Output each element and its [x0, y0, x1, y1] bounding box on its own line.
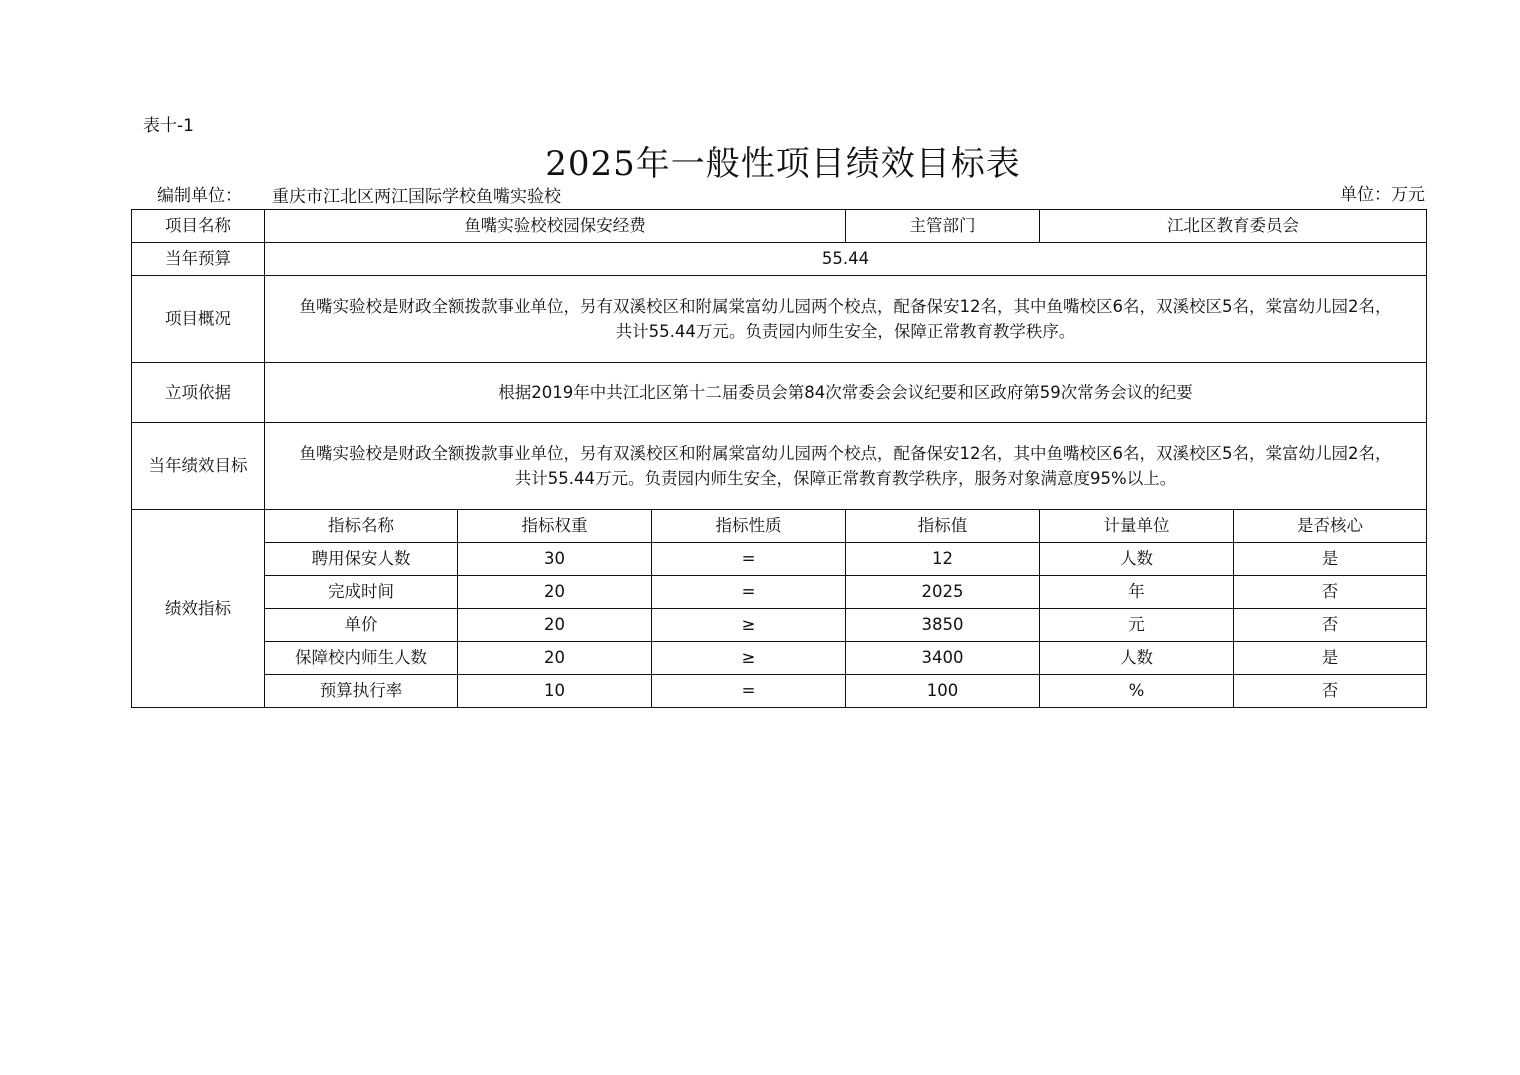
- budget-value: 55.44: [265, 243, 1427, 276]
- weight-cell: 20: [458, 576, 652, 609]
- header-unit: 计量单位: [1040, 510, 1234, 543]
- core-cell: 否: [1234, 576, 1427, 609]
- unit-cell: %: [1040, 675, 1234, 708]
- indicator-name-cell: 保障校内师生人数: [265, 642, 458, 675]
- core-cell: 否: [1234, 675, 1427, 708]
- goal-label: 当年绩效目标: [132, 423, 265, 510]
- basis-label: 立项依据: [132, 363, 265, 423]
- project-name-row: [132, 210, 1427, 243]
- basis-text: 根据2019年中共江北区第十二届委员会第84次常委会会议纪要和区政府第59次常务会议的纪要: [265, 363, 1427, 423]
- value-cell: 3400: [846, 642, 1040, 675]
- core-cell: 是: [1234, 642, 1427, 675]
- indicators-section-label: 绩效指标: [132, 510, 265, 708]
- header-value: 指标值: [846, 510, 1040, 543]
- dept-label: 主管部门: [846, 210, 1040, 243]
- indicator-header-row: [132, 510, 1427, 543]
- basis-row: [132, 363, 1427, 423]
- project-name-value: 鱼嘴实验校校园保安经费: [265, 210, 846, 243]
- core-cell: 否: [1234, 609, 1427, 642]
- nature-cell: =: [652, 576, 846, 609]
- nature-cell: =: [652, 543, 846, 576]
- table-row: [132, 609, 1427, 642]
- table-row: [132, 576, 1427, 609]
- value-cell: 100: [846, 675, 1040, 708]
- table-row: [132, 675, 1427, 708]
- goal-text: 鱼嘴实验校是财政全额拨款事业单位，另有双溪校区和附属棠富幼儿园两个校点，配备保安12名，其中鱼嘴校区6名，双溪校区5名，棠富幼儿园2名，共计55.44万元。负责园内师生安全，保障正常教育教学秩序，服务对象满意度95%以上。: [265, 423, 1427, 510]
- value-cell: 12: [846, 543, 1040, 576]
- weight-cell: 10: [458, 675, 652, 708]
- nature-cell: ≥: [652, 642, 846, 675]
- indicator-name-cell: 完成时间: [265, 576, 458, 609]
- unit-cell: 人数: [1040, 543, 1234, 576]
- unit-cell: 人数: [1040, 642, 1234, 675]
- dept-value: 江北区教育委员会: [1040, 210, 1427, 243]
- table-number: 表十-1: [143, 116, 194, 136]
- org-name: 重庆市江北区两江国际学校鱼嘴实验校: [272, 187, 561, 207]
- unit-cell: 年: [1040, 576, 1234, 609]
- budget-label: 当年预算: [132, 243, 265, 276]
- weight-cell: 20: [458, 609, 652, 642]
- unit-label: 单位：万元: [1340, 185, 1425, 205]
- indicator-name-cell: 单价: [265, 609, 458, 642]
- unit-cell: 元: [1040, 609, 1234, 642]
- org-label: 编制单位：: [157, 186, 242, 206]
- overview-text: 鱼嘴实验校是财政全额拨款事业单位，另有双溪校区和附属棠富幼儿园两个校点，配备保安12名，其中鱼嘴校区6名，双溪校区5名，棠富幼儿园2名，共计55.44万元。负责园内师生安全，保障正常教育教学秩序。: [265, 276, 1427, 363]
- table-row: [132, 642, 1427, 675]
- page-title: 2025年一般性项目绩效目标表: [545, 144, 1021, 184]
- overview-row: [132, 276, 1427, 363]
- indicator-name-cell: 预算执行率: [265, 675, 458, 708]
- budget-row: [132, 243, 1427, 276]
- value-cell: 2025: [846, 576, 1040, 609]
- header-nature: 指标性质: [652, 510, 846, 543]
- nature-cell: ≥: [652, 609, 846, 642]
- header-weight: 指标权重: [458, 510, 652, 543]
- core-cell: 是: [1234, 543, 1427, 576]
- goal-row: [132, 423, 1427, 510]
- indicator-name-cell: 聘用保安人数: [265, 543, 458, 576]
- header-core: 是否核心: [1234, 510, 1427, 543]
- performance-table: [131, 209, 1427, 708]
- header-indicator-name: 指标名称: [265, 510, 458, 543]
- overview-label: 项目概况: [132, 276, 265, 363]
- weight-cell: 30: [458, 543, 652, 576]
- weight-cell: 20: [458, 642, 652, 675]
- project-name-label: 项目名称: [132, 210, 265, 243]
- nature-cell: =: [652, 675, 846, 708]
- table-row: [132, 543, 1427, 576]
- value-cell: 3850: [846, 609, 1040, 642]
